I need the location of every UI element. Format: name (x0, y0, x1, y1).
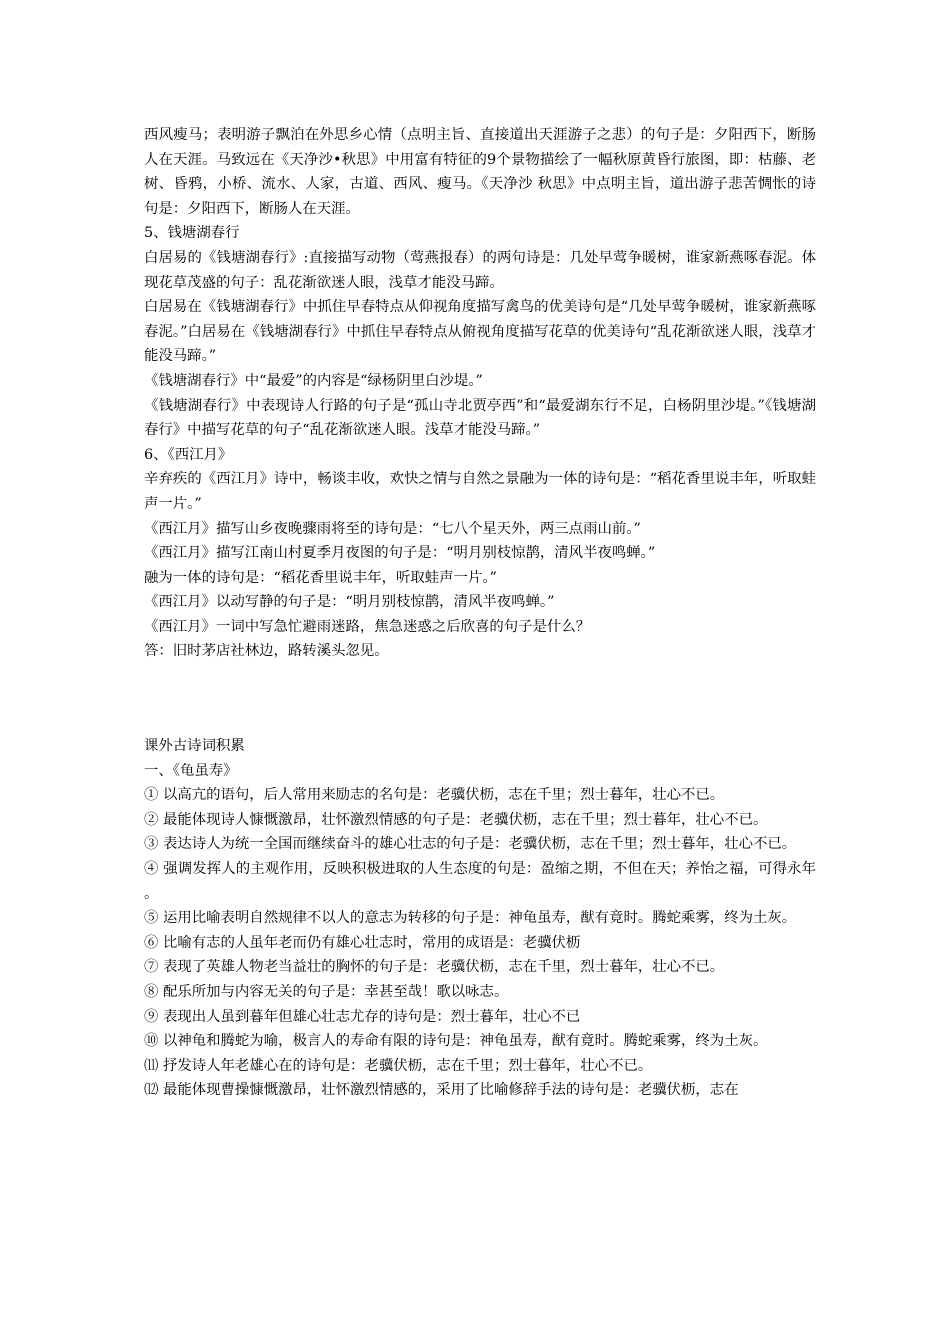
document-body (144, 123, 816, 1103)
list-item-7: ⑦ 表现了英雄人物老当益壮的胸怀的句子是：老骥伏枥，志在千里，烈士暮年，壮心不已。 (144, 959, 725, 976)
list-item-9: ⑨ 表现出人虽到暮年但雄心壮志尤存的诗句是：烈士暮年，壮心不已 (144, 1008, 581, 1025)
paragraph-xijiangyue-2: 《西江月》描写山乡夜晚骤雨将至的诗句是：“七八个星天外，两三点雨山前。” (144, 520, 641, 537)
list-item-4: ④ 强调发挥人的主观作用，反映积极进取的人生态度的句是：盈缩之期，不但在天；养怡之福，可得永年。 (144, 861, 816, 902)
paragraph-xijiangyue-3: 《西江月》描写江南山村夏季月夜图的句子是：“明月别枝惊鹊，清风半夜鸣蝉。” (144, 545, 656, 562)
section-extracurricular-poems (144, 734, 816, 1103)
list-item-8: ⑧ 配乐所加与内容无关的句子是：幸甚至哉！歌以咏志。 (144, 984, 509, 1000)
list-item-2: ② 最能体现诗人慷慨激昂，壮怀激烈情感的句子是：老骥伏枥，志在千里；烈士暮年，壮心不已。 (144, 811, 768, 828)
paragraph-qiantang-1: 白居易的《钱塘湖春行》:直接描写动物（莺燕报春）的两句诗是：几处早莺争暖树，谁家新燕啄春泥。体现花草茂盛的句子：乱花渐欲迷人眼，浅草才能没马蹄。 (144, 249, 816, 291)
section-gap (144, 664, 816, 734)
paragraph-tianjingsha-summary: 西风瘦马；表明游子飘泊在外思乡心情（点明主旨、直接道出天涯游子之悲）的句子是：夕阳西下，断肠人在天涯。马致远在《天净沙•秋思》中用富有特征的9个景物描绘了一幅秋原黄昏行旅图，即：枯藤、老树、昏鸦，小桥、流水、人家，古道、西风、瘦马。《天净沙 秋思》中点明主旨，道出游子悲苦惆怅的诗句是：夕阳西下，断肠人在天涯。 (144, 127, 816, 217)
section-ancient-poems-part (144, 123, 816, 664)
paragraph-qiantang-2: 白居易在《钱塘湖春行》中抓住早春特点从仰视角度描写禽鸟的优美诗句是“几处早莺争暖树，谁家新燕啄春泥。”白居易在《钱塘湖春行》中抓住早春特点从俯视角度描写花草的优美诗句“乱花渐欲迷人眼，浅草才能没马蹄。” (144, 299, 816, 365)
heading-qiantang-lake: 5、钱塘湖春行 (144, 225, 240, 242)
list-item-1: ① 以高亢的语句，后人常用来励志的名句是：老骥伏枥，志在千里；烈士暮年，壮心不已。 (144, 787, 725, 804)
paragraph-qiantang-4: 《钱塘湖春行》中表现诗人行路的句子是“孤山寺北贾亭西”和“最爱湖东行不足，白杨阴里沙堤。”《钱塘湖春行》中描写花草的句子“乱花渐欲迷人眼。浅草才能没马蹄。” (144, 397, 816, 439)
list-item-11: ⑾ 抒发诗人年老雄心在的诗句是：老骥伏枥，志在千里；烈士暮年，壮心不已。 (144, 1057, 653, 1074)
list-item-6: ⑥ 比喻有志的人虽年老而仍有雄心壮志时，常用的成语是：老骥伏枥 (144, 934, 581, 951)
paragraph-qiantang-3: 《钱塘湖春行》中“最爱”的内容是“绿杨阴里白沙堤。” (144, 372, 483, 389)
list-item-10: ⑩ 以神龟和腾蛇为喻，极言人的寿命有限的诗句是：神龟虽寿，猷有竟时。腾蛇乘雾，终为土灰。 (144, 1033, 768, 1050)
list-item-3: ③ 表达诗人为统一全国而继续奋斗的雄心壮志的句子是：老骥伏枥，志在千里；烈士暮年，壮心不已。 (144, 836, 797, 853)
list-item-5: ⑤ 运用比喻表明自然规律不以人的意志为转移的句子是：神龟虽寿，猷有竟时。腾蛇乘雾，终为土灰。 (144, 910, 797, 927)
paragraph-xijiangyue-question: 《西江月》一词中写急忙避雨迷路，焦急迷惑之后欣喜的句子是什么？ (144, 618, 591, 635)
heading-guisuishou: 一、《龟虽寿》 (144, 762, 238, 779)
paragraph-xijiangyue-1: 辛弃疾的《西江月》诗中，畅谈丰收，欢快之情与自然之景融为一体的诗句是：“稻花香里说丰年，听取蛙声一片。” (144, 471, 816, 512)
paragraph-xijiangyue-5: 《西江月》以动写静的句子是：“明月别枝惊鹊，清风半夜鸣蝉。” (144, 594, 555, 611)
heading-extracurricular: 课外古诗词积累 (144, 738, 245, 755)
paragraph-xijiangyue-4: 融为一体的诗句是：“稻花香里说丰年，听取蛙声一片。” (144, 569, 497, 586)
list-item-12: ⑿ 最能体现曹操慷慨激昂，壮怀激烈情感的，采用了比喻修辞手法的诗句是：老骥伏枥，志在 (144, 1082, 739, 1099)
paragraph-xijiangyue-answer: 答：旧时茅店社林边，路转溪头忽见。 (144, 643, 389, 660)
heading-xijiangyue: 6、《西江月》 (144, 446, 233, 463)
